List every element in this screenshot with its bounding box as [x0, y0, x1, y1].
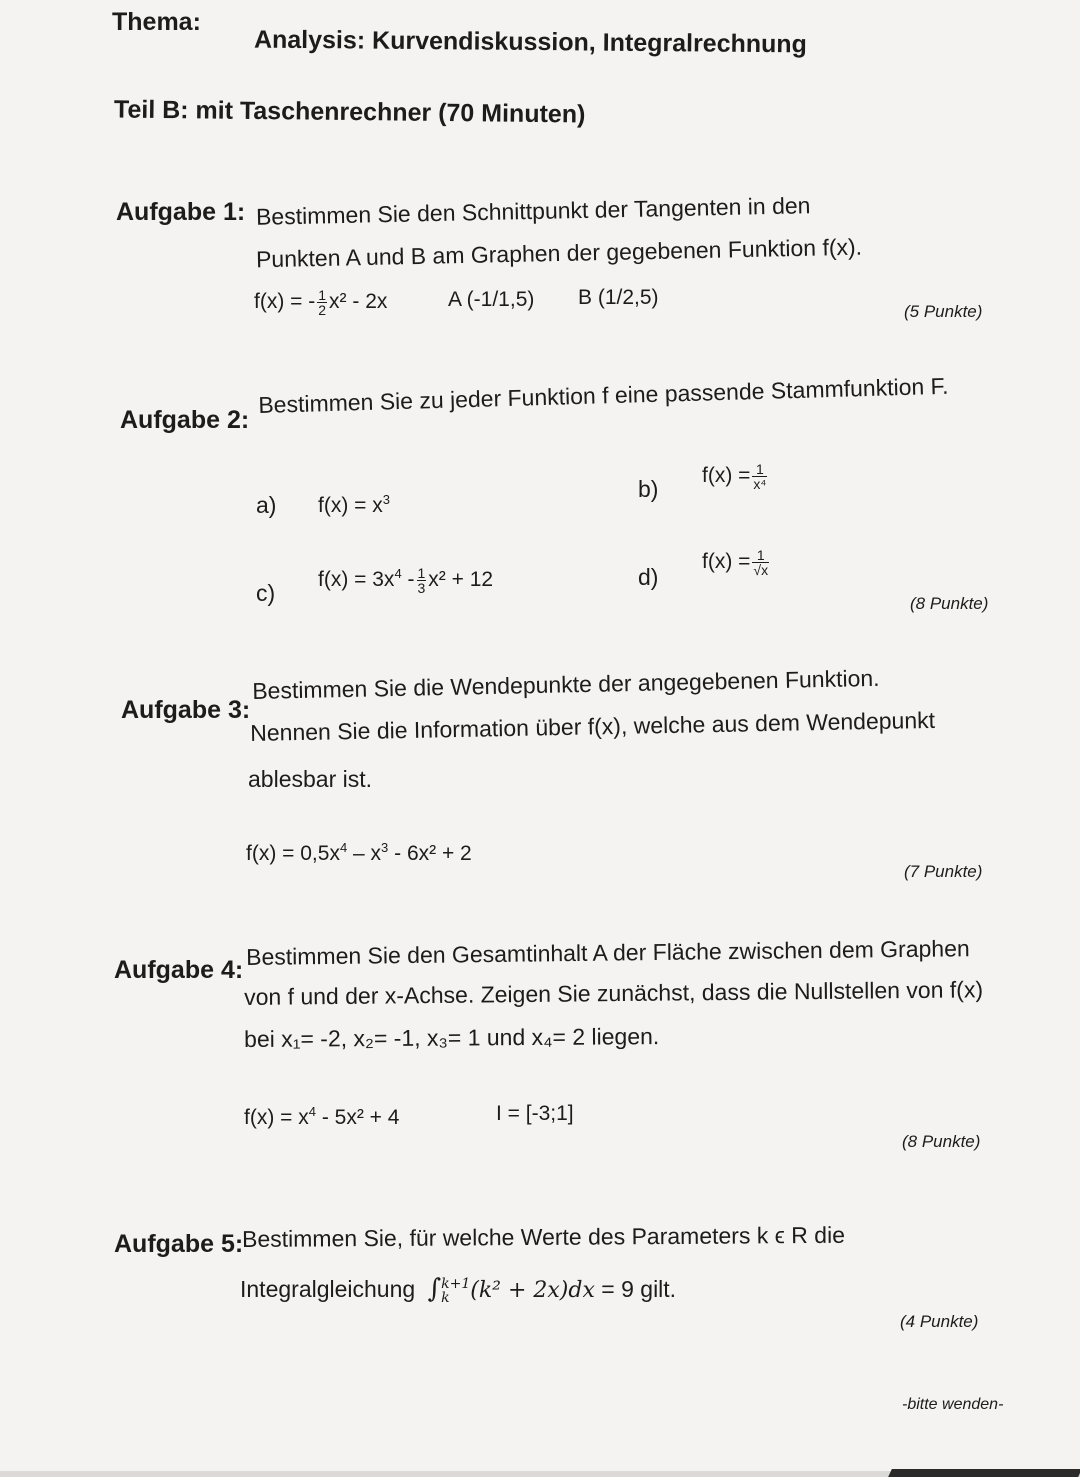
aufgabe-1-points: (5 Punkte)	[904, 302, 983, 321]
part-c-label: c)	[256, 580, 276, 606]
integral-bounds: k+1 k	[441, 1275, 471, 1306]
f-prefix: f(x) = -	[254, 290, 316, 314]
aufgabe-5-points: (4 Punkte)	[900, 1312, 979, 1331]
point-a: A (-1/1,5)	[448, 288, 535, 311]
aufgabe-2-points: (8 Punkte)	[910, 594, 989, 613]
integrand: (k² + 2x)dx	[470, 1278, 595, 1303]
part-a-function: $f(x) = x^3$	[318, 492, 390, 517]
part-c-function: $f(x) = 3x^4$ - $\frac{1}{3}$ x² + 12	[318, 565, 494, 596]
point-b: B (1/2,5)	[578, 286, 659, 309]
teil-heading: Teil B: mit Taschenrechner (70 Minuten)	[113, 95, 586, 129]
aufgabe-1-label: Aufgabe 1:	[116, 198, 246, 226]
aufgabe-5-label: Aufgabe 5:	[114, 1230, 244, 1258]
aufgabe-1-line1: Bestimmen Sie den Schnittpunkt der Tangenten in den	[255, 192, 811, 230]
aufgabe-2-label: Aufgabe 2:	[120, 406, 250, 434]
aufgabe-3-line1: Bestimmen Sie die Wendepunkte der angegebenen Funktion.	[252, 664, 880, 704]
aufgabe-4-line1: Bestimmen Sie den Gesamtinhalt A der Fläche zwischen dem Graphen	[246, 935, 970, 970]
aufgabe-1-function	[254, 288, 387, 317]
aufgabe-4-label: Aufgabe 4:	[114, 956, 244, 984]
page-corner-shadow	[888, 1469, 1080, 1477]
aufgabe-3-line3: ablesbar ist.	[248, 766, 373, 792]
aufgabe-4-line3: bei x₁= -2, x₂= -1, x₃= 1 und x₄= 2 liegen.	[244, 1023, 660, 1052]
aufgabe-4-line2: von f und der x-Achse. Zeigen Sie zunächst, dass die Nullstellen von f(x)	[244, 976, 984, 1010]
aufgabe-4-function: $f(x) = x^4 - 5x^2 + 4$	[244, 1104, 400, 1129]
aufgabe-2-line1: Bestimmen Sie zu jeder Funktion f eine passende Stammfunktion F.	[258, 372, 949, 418]
fraction: $\frac{1}{2}$	[318, 287, 327, 318]
f-suffix: x² - 2x	[329, 290, 388, 314]
part-a-label: a)	[256, 492, 277, 518]
aufgabe-3-line2: Nennen Sie die Information über f(x), welche aus dem Wendepunkt	[250, 706, 936, 746]
aufgabe-5-line2: Integralgleichung ∫ k+1 k (k² + 2x)dx = 9 gilt.	[240, 1274, 677, 1306]
aufgabe-4-points: (8 Punkte)	[902, 1132, 981, 1151]
turn-page-note: -bitte wenden-	[902, 1396, 1004, 1413]
aufgabe-3-points: (7 Punkte)	[904, 862, 983, 881]
aufgabe-3-function: $f(x) = 0,5x^4 - x^3 - 6x^2 + 2$	[246, 840, 472, 865]
aufgabe-5-line1: Bestimmen Sie, für welche Werte des Parameters k ϵ R die	[242, 1221, 846, 1252]
part-b-function: f(x) = $\frac{1}{\text{x⁴}}$	[702, 461, 767, 492]
thema-label: Thema:	[112, 8, 201, 36]
aufgabe-4-interval: I = [-3;1]	[496, 1102, 574, 1125]
aufgabe-3-label: Aufgabe 3:	[121, 696, 251, 724]
part-b-label: b)	[638, 476, 659, 502]
thema-text: Analysis: Kurvendiskussion, Integralrechnung	[253, 25, 808, 59]
part-d-function: f(x) = $\frac{1}{√x}$	[702, 547, 769, 578]
aufgabe-1-line2: Punkten A und B am Graphen der gegebenen Funktion f(x).	[255, 233, 863, 273]
integral-sign: ∫	[427, 1274, 442, 1304]
part-d-label: d)	[638, 564, 659, 590]
